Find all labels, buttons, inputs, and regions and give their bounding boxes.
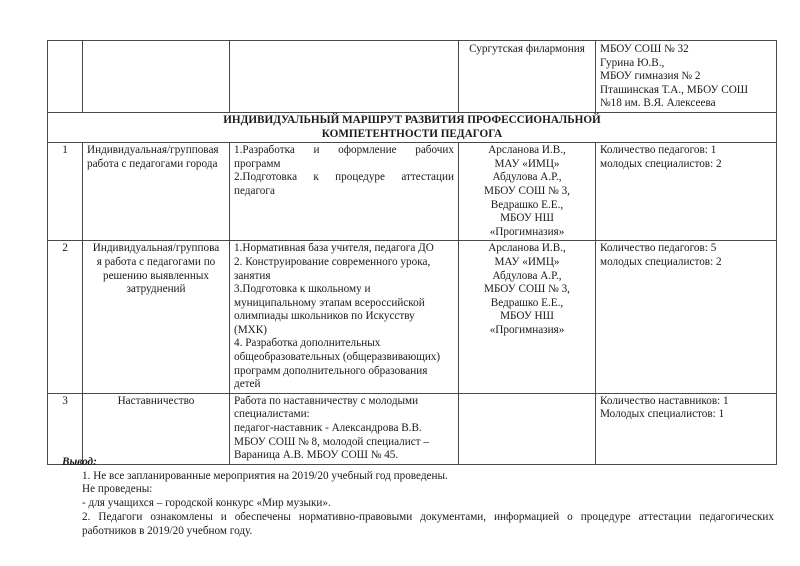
result-line: молодых специалистов: 2 <box>600 255 722 268</box>
form-line: Индивидуальная/групповая <box>87 144 219 157</box>
responsible-line: МАУ «ИМЦ» <box>494 255 560 268</box>
conclusion-item-2-line-1: 2. Педагоги ознакомлены и обеспечены нормативно-правовыми документами, информацией о процедуре аттестации педагогических <box>82 510 774 523</box>
not-held-item: - для учащихся – городской конкурс «Мир музыки». <box>82 497 331 510</box>
responsible-line: Арсланова И.В., <box>488 144 566 157</box>
responsible-line: «Прогимназия» <box>489 323 565 336</box>
table-row <box>48 393 777 464</box>
cell-result <box>596 143 777 241</box>
responsible-line: Абдулова А.Р., <box>492 171 562 184</box>
content-line: олимпиады школьников по Искусству <box>234 310 415 323</box>
cell-responsible-empty <box>459 393 596 464</box>
form-line: Индивидуальная/группова <box>92 242 220 255</box>
responsible-line: Арсланова И.В., <box>488 242 566 255</box>
content-line: детей <box>234 378 261 391</box>
cell-result <box>596 241 777 394</box>
partner-line: №18 им. В.Я. Алексеева <box>600 97 716 110</box>
partner-line: МБОУ гимназия № 2 <box>600 70 701 83</box>
content-line: специалистами: <box>234 408 310 421</box>
content-line <box>234 171 454 185</box>
cell-result <box>596 393 777 464</box>
word: 2.Подготовка <box>234 171 298 184</box>
not-held-label: Не проведены: <box>82 483 153 496</box>
content-line: МБОУ СОШ № 8, молодой специалист – <box>234 435 429 448</box>
responsible-line: «Прогимназия» <box>489 225 565 238</box>
form-line: я работа с педагогами по <box>96 255 216 268</box>
cell-num: 3 <box>48 393 83 464</box>
content-line: общеобразовательных (общеразвивающих) <box>234 351 441 364</box>
word: и <box>313 144 320 157</box>
table-row-continuation <box>48 41 777 113</box>
content-line: Вараница А.В. МБОУ СОШ № 45. <box>234 449 399 462</box>
content-line: программ дополнительного образования <box>234 364 428 377</box>
responsible-line: Абдулова А.Р., <box>492 269 562 282</box>
partner-line: МБОУ СОШ № 32 <box>600 43 689 55</box>
result-line: Количество педагогов: 5 <box>600 242 717 255</box>
cell-form <box>83 241 230 394</box>
word: процедуре <box>335 171 385 184</box>
cell-content <box>230 241 459 394</box>
word: рабочих <box>415 144 454 157</box>
result-line: молодых специалистов: 2 <box>600 157 722 170</box>
cell-responsible <box>459 241 596 394</box>
responsible-line: Ведрашко Е.Е., <box>490 296 564 309</box>
result-line: Количество педагогов: 1 <box>600 144 717 157</box>
table-row <box>48 143 777 241</box>
content-line <box>234 144 454 158</box>
result-line: Количество наставников: 1 <box>600 394 729 407</box>
content-line: (МХК) <box>234 323 267 336</box>
responsible-line: МБОУ НШ <box>500 212 554 225</box>
responsible-line: Ведрашко Е.Е., <box>490 198 564 211</box>
cell-num: 1 <box>48 143 83 241</box>
conclusion-item-2-line-2: работников в 2019/20 учебном году. <box>82 524 253 537</box>
table-row <box>48 241 777 394</box>
content-line: программ <box>234 157 281 170</box>
cell-content-empty <box>230 41 459 113</box>
section-header-row <box>48 112 777 142</box>
form-line: Наставничество <box>117 394 195 407</box>
section-title <box>48 112 777 142</box>
word: к <box>313 171 319 184</box>
conclusion-item-1: 1. Не все запланированные мероприятия на 2019/20 учебный год проведены. <box>82 469 448 482</box>
cell-form <box>83 393 230 464</box>
content-line: занятия <box>234 269 271 282</box>
section-title-line: КОМПЕТЕНТНОСТИ ПЕДАГОГА <box>321 127 503 140</box>
section-title-line: ИНДИВИДУАЛЬНЫЙ МАРШРУТ РАЗВИТИЯ ПРОФЕССИОНАЛЬНОЙ <box>223 113 601 126</box>
form-line: затруднений <box>126 283 186 296</box>
cell-responsible <box>459 143 596 241</box>
conclusion-title: Вывод: <box>62 456 97 468</box>
word: аттестации <box>401 171 454 184</box>
cell-form-empty <box>83 41 230 113</box>
partner-line: Гурина Ю.В., <box>600 56 665 69</box>
form-line: работа с педагогами города <box>87 157 218 170</box>
word: оформление <box>338 144 397 157</box>
content-line: 2. Конструирование современного урока, <box>234 255 431 268</box>
content-line: 1.Нормативная база учителя, педагога ДО <box>234 242 434 255</box>
responsible-line: МБОУ СОШ № 3, <box>484 283 570 296</box>
cell-content <box>230 143 459 241</box>
cell-content <box>230 393 459 464</box>
result-line: Молодых специалистов: 1 <box>600 408 725 421</box>
word: 1.Разработка <box>234 144 295 157</box>
form-line: решению выявленных <box>103 269 209 282</box>
cell-partners-list <box>596 41 777 113</box>
competence-table <box>47 40 777 465</box>
cell-form <box>83 143 230 241</box>
cell-partner <box>459 41 596 113</box>
responsible-line: МБОУ СОШ № 3, <box>484 184 570 197</box>
content-line: муниципальному этапам всероссийской <box>234 296 425 309</box>
content-line: Работа по наставничеству с молодыми <box>234 394 419 407</box>
cell-num-empty <box>48 41 83 113</box>
content-line: педагог-наставник - Александрова В.В. <box>234 422 422 435</box>
partner-text: Сургутская филармония <box>469 43 585 55</box>
responsible-line: МБОУ НШ <box>500 310 554 323</box>
responsible-line: МАУ «ИМЦ» <box>494 157 560 170</box>
partner-line: Пташинская Т.А., МБОУ СОШ <box>600 83 749 96</box>
content-line: 4. Разработка дополнительных <box>234 337 381 350</box>
content-line: педагога <box>234 184 275 197</box>
content-line: 3.Подготовка к школьному и <box>234 283 371 296</box>
cell-num: 2 <box>48 241 83 394</box>
conclusion-section <box>62 456 774 538</box>
